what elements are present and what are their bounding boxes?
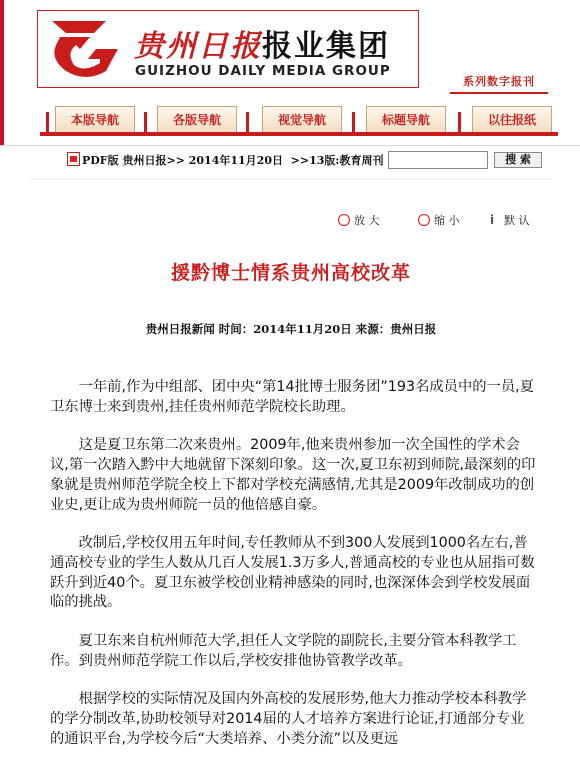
article-paragraph: 根据学校的实际情况及国内外高校的发展形势,他大力推动学校本科教学的学分制改革,协助校领导对2014届的人才培养方案进行论证,打通部分专业的通识平台,为学校今后“大类培养、小类分流”以及更远 bbox=[50, 691, 527, 747]
zoom-in-label: 放 大 bbox=[354, 214, 380, 227]
default-size-label: 默 认 bbox=[504, 214, 530, 227]
nav-all-pages[interactable]: 各版导航 bbox=[157, 106, 237, 132]
zoom-out-icon bbox=[418, 214, 430, 226]
article-title: 援黔博士情系贵州高校改革 bbox=[170, 262, 411, 284]
breadcrumb-pdf[interactable]: PDF版 bbox=[82, 154, 119, 167]
nav-past-issues[interactable]: 以往报纸 bbox=[472, 106, 552, 132]
default-size-tool[interactable] bbox=[490, 212, 530, 228]
zoom-out-label: 缩 小 bbox=[434, 214, 460, 227]
breadcrumb-bar bbox=[0, 145, 580, 176]
breadcrumb-separator: >> bbox=[290, 154, 310, 167]
nav-divider bbox=[246, 112, 249, 132]
nav-divider bbox=[46, 112, 49, 132]
nav-headlines[interactable]: 标题导航 bbox=[366, 106, 446, 132]
brand-english-name: GUIZHOU DAILY MEDIA GROUP bbox=[135, 63, 391, 79]
group-logo-icon bbox=[46, 19, 124, 79]
masthead-logo[interactable] bbox=[37, 10, 419, 88]
article-paragraph: 这是夏卫东第二次来贵州。2009年,他来贵州参加一次全国性的学术会议,第一次踏入黔中大地就留下深刻印象。这一次,夏卫东初到师院,最深刻的印象就是贵州师范学院全校上下都对学校充满感情,尤其是2009年改制成功的创业史,更让成为贵州师院一员的他倍感自豪。 bbox=[50, 437, 536, 513]
pdf-icon[interactable] bbox=[67, 152, 80, 166]
zoom-in-tool[interactable] bbox=[338, 212, 380, 228]
info-icon: i bbox=[490, 213, 495, 227]
breadcrumb-separator: >> bbox=[166, 154, 185, 167]
nav-rail bbox=[40, 132, 558, 136]
nav-divider bbox=[458, 112, 461, 132]
breadcrumb-date[interactable]: 2014年11月20日 bbox=[188, 154, 283, 167]
article-body bbox=[50, 378, 538, 769]
zoom-in-icon bbox=[338, 214, 350, 226]
article-meta: 贵州日报新闻 时间：2014年11月20日 来源：贵州日报 bbox=[145, 322, 437, 336]
search-button[interactable]: 搜 索 bbox=[494, 152, 542, 168]
nav-visual[interactable]: 视觉导航 bbox=[262, 106, 342, 132]
nav-divider bbox=[352, 112, 355, 132]
nav-divider bbox=[144, 112, 147, 132]
nav-this-page[interactable]: 本版导航 bbox=[55, 106, 135, 132]
breadcrumb-section[interactable]: 13版:教育周刊 bbox=[309, 154, 384, 167]
search-input[interactable] bbox=[388, 151, 488, 169]
article-paragraph: 一年前,作为中组部、团中央“第14批博士服务团”193名成员中的一员,夏卫东博士来到贵州,挂任贵州师范学院校长助理。 bbox=[50, 379, 534, 415]
breadcrumb bbox=[82, 152, 383, 168]
breadcrumb-paper[interactable]: 贵州日报 bbox=[122, 154, 167, 167]
main-navigation bbox=[0, 98, 580, 140]
series-digital-papers-button[interactable]: 系列数字报刊 bbox=[450, 72, 548, 94]
brand-chinese-name: 贵州日报报业集团 bbox=[134, 29, 390, 64]
article-paragraph: 夏卫东来自杭州师范大学,担任人文学院的副院长,主要分管本科教学工作。到贵州师范学院工作以后,学校安排他协管教学改革。 bbox=[50, 633, 517, 669]
article-paragraph: 改制后,学校仅用五年时间,专任教师从不到300人发展到1000名左右,普通高校专业的学生人数从几百人发展1.3万多人,普通高校的专业也从屈指可数跃升到近40个。夏卫东被学校创业精神感染的同时,也深深体会到学校发展面临的挑战。 bbox=[50, 535, 535, 611]
zoom-out-tool[interactable] bbox=[418, 212, 460, 228]
